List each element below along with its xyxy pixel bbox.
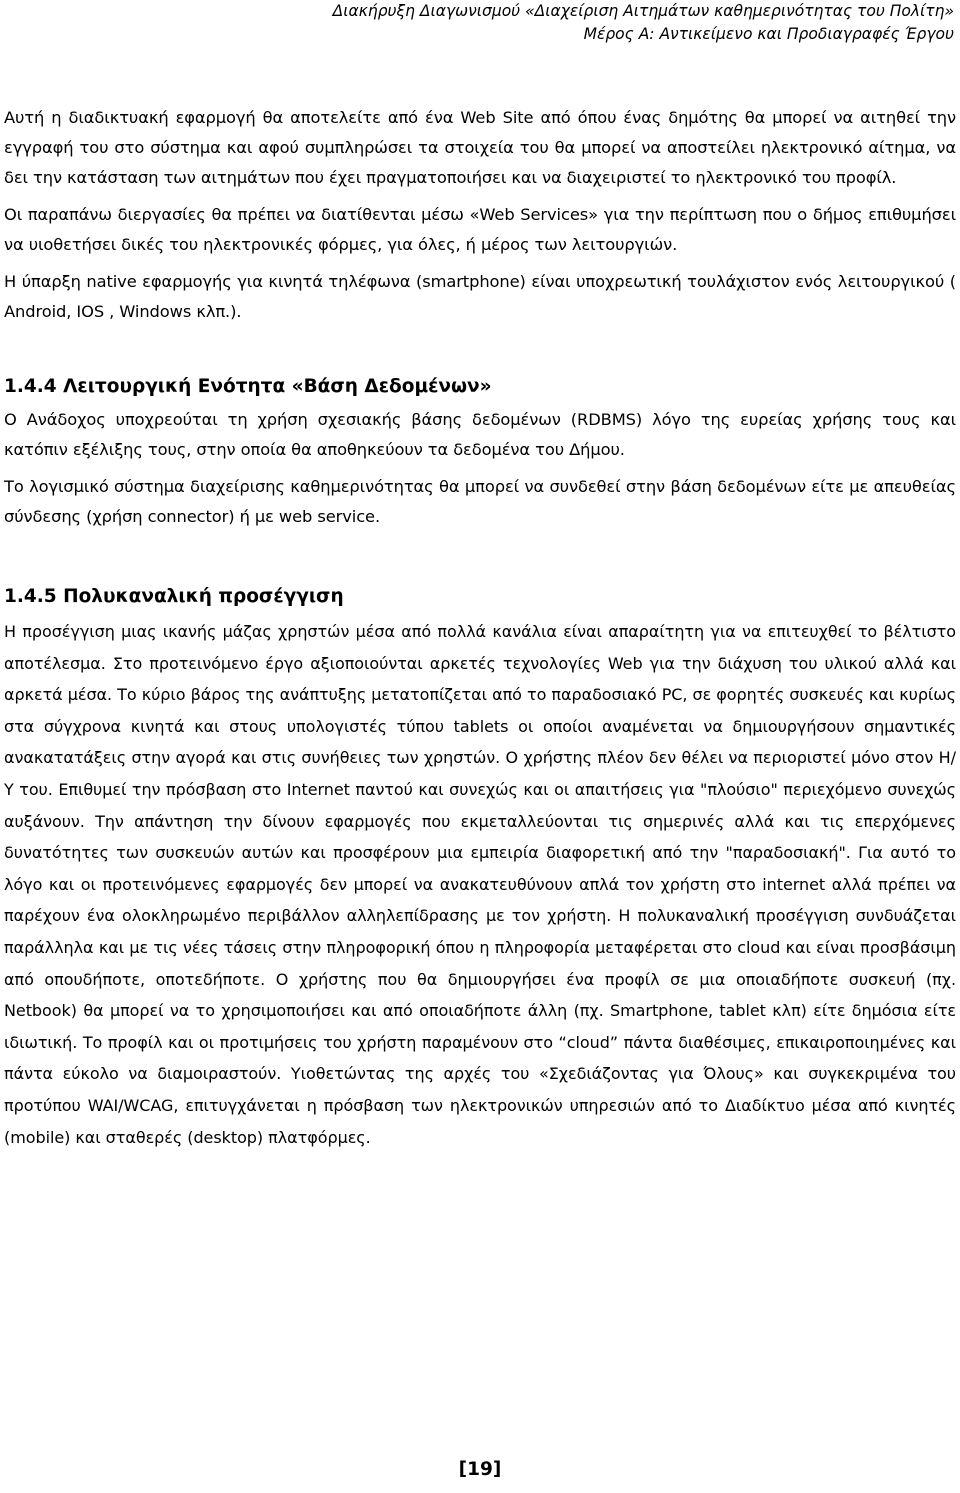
intro-paragraph-native-app: Η ύπαρξη native εφαρμογής για κινητά τηλέφωνα (smartphone) είναι υποχρεωτική τουλάχιστον ενός λειτουργικού ( Android, IOS , Windows κλπ.).: [4, 272, 956, 321]
header-part-title: Μέρος Α: Αντικείμενο και Προδιαγραφές Έργου: [583, 25, 954, 43]
section-heading-database: 1.4.4 Λειτουργική Ενότητα «Βάση Δεδομένων»: [4, 376, 492, 397]
intro-paragraph-web-site: Αυτή η διαδικτυακή εφαρμογή θα αποτελείτε από ένα Web Site από όπου ένας δημότης θα μπορεί να αιτηθεί την εγγραφή του στο σύστημα και αφού συμπληρώσει τα στοιχεία του θα μπορεί να αποστείλει ηλεκτρονικό αίτημα, να δει την κατάσταση των αιτημάτων που έχει πραγματοποιήσει και να διαχειριστεί το ηλεκτρονικό του προφίλ.: [4, 108, 956, 187]
intro-paragraph-web-services: Οι παραπάνω διεργασίες θα πρέπει να διατίθενται μέσω «Web Services» για την περίπτωση που ο δήμος επιθυμήσει να υιοθετήσει δικές του ηλεκτρονικές φόρμες, για όλες, ή μέρος των λειτουργιών.: [4, 205, 956, 254]
page-number: [19]: [458, 1459, 502, 1480]
intro-section: [4, 103, 956, 327]
database-section: [4, 405, 956, 532]
section-heading-multichannel: 1.4.5 Πολυκαναλική προσέγγιση: [4, 586, 344, 607]
header-document-title: Διακήρυξη Διαγωνισμού «Διαχείριση Αιτημάτων καθημερινότητας του Πολίτη»: [332, 2, 954, 20]
page-header: [54, 0, 954, 46]
multichannel-section: [4, 616, 956, 1153]
multichannel-paragraph: Η προσέγγιση μιας ικανής μάζας χρηστών μέσα από πολλά κανάλια είναι απαραίτητη για να επιτευχθεί το βέλτιστο αποτέλεσμα. Στο προτεινόμενο έργο αξιοποιούνται αρκετές τεχνολογίες Web για την διάχυση του υλικού αλλά και αρκετά μέσα. Το κύριο βάρος της ανάπτυξης μετατοπίζεται από το παραδοσιακό PC, σε φορητές συσκευές και κυρίως στα σύγχρονα κινητά και στους υπολογιστές τύπου tablets οι οποίοι αναμένεται να δημιουργήσουν σημαντικές ανακατατάξεις στην αγορά και στις συνήθειες των χρηστών. Ο χρήστης πλέον δεν θέλει να περιοριστεί μόνο στον Η/Υ του. Επιθυμεί την πρόσβαση στο Internet παντού και συνεχώς και οι απαιτήσεις για "πλούσιο" περιεχόμενο συνεχώς αυξάνουν. Την απάντηση την δίνουν εφαρμογές που εκμεταλλεύονται τις σημερινές αλλά και τις επερχόμενες δυνατότητες των συσκευών αυτών και προσφέρουν μια εμπειρία διαφορετική από την "παραδοσιακή". Για αυτό το λόγο και οι προτεινόμενες εφαρμογές δεν μπορεί να ανακατευθύνουν απλά τον χρήστη στο internet αλλά πρέπει να παρέχουν ένα ολοκληρωμένο περιβάλλον αλληλεπίδρασης με τον χρήστη. Η πολυκαναλική προσέγγιση συνδυάζεται παράλληλα και με τις νέες τάσεις στην πληροφορική όπου η πληροφορία μεταφέρεται στο cloud και είναι προσβάσιμη από οπουδήποτε, οποτεδήποτε. Ο χρήστης που θα δημιουργήσει ένα προφίλ σε μια οποιαδήποτε συσκευή (πχ. Netbook) θα μπορεί να το χρησιμοποιήσει και από οποιαδήποτε άλλη (πχ. Smartphone, tablet κλπ) είτε δημόσια είτε ιδιωτική. Το προφίλ και οι προτιμήσεις του χρήστη παραμένουν στο “cloud” πάντα διαθέσιμες, επικαιροποιημένες και πάντα εύκολο να διαμοιραστούν. Υιοθετώντας της αρχές του «Σχεδιάζοντας για Όλους» και συγκεκριμένα του προτύπου WAI/WCAG, επιτυγχάνεται η πρόσβαση των ηλεκτρονικών υπηρεσιών από το Διαδίκτυο μέσα από κινητές (mobile) και σταθερές (desktop) πλατφόρμες.: [4, 622, 956, 1147]
database-paragraph-rdbms: Ο Ανάδοχος υποχρεούται τη χρήση σχεσιακής βάσης δεδομένων (RDBMS) λόγο της ευρείας χρήσης τους και κατόπιν εξέλιξης τους, στην οποία θα αποθηκεύουν τα δεδομένα του Δήμου.: [4, 410, 956, 459]
document-body: [4, 103, 956, 1153]
database-paragraph-connection: Το λογισμικό σύστημα διαχείρισης καθημερινότητας θα μπορεί να συνδεθεί στην βάση δεδομένων είτε με απευθείας σύνδεσης (χρήση connector) ή με web service.: [4, 477, 956, 526]
